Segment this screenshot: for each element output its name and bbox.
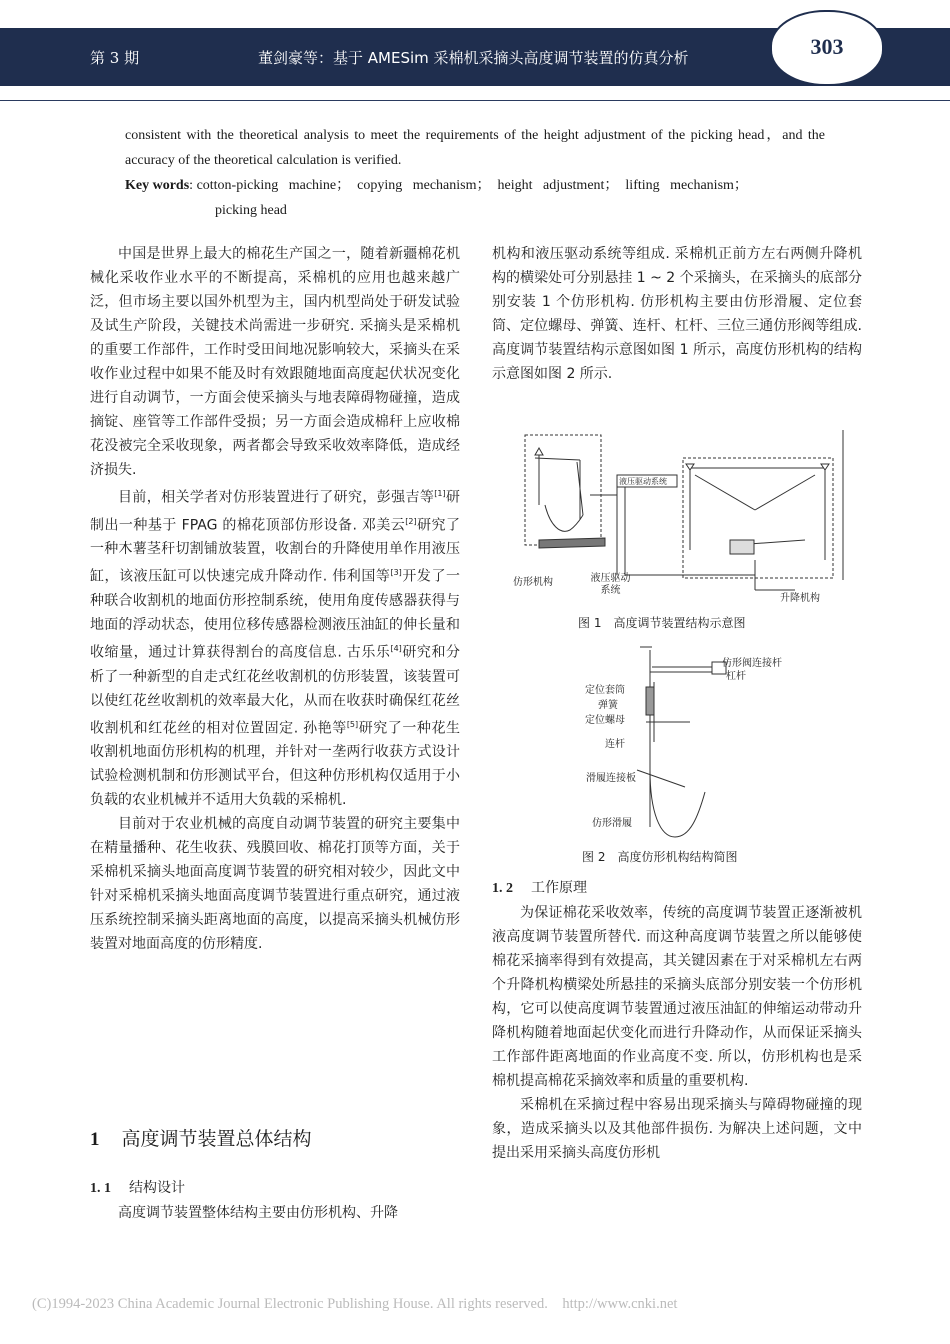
figure-1-diagram bbox=[505, 430, 850, 610]
fig1-profiling-box bbox=[525, 435, 601, 545]
page-number: 303 bbox=[810, 34, 844, 59]
p2-text-e: 研究和分析了一种新型的自走式红花丝收割机的仿形装置，该装置可以使红花丝收割机的效率最大化，从而在收获时确保红花丝收割机和红花丝的相对位置固定. 孙艳等 bbox=[90, 644, 460, 737]
p2-text-f: 研究了一种花生收割机地面仿形机构的机理，并针对一垄两行收获方式设计试验检测机制和仿形测试平台，但这种仿形机构仅适用于小负载的农业机械并不适用大负载的采棉机. bbox=[90, 720, 461, 809]
right-column-bottom bbox=[492, 876, 862, 1165]
figure-1 bbox=[505, 430, 850, 610]
structure-paragraph-cont: 机构和液压驱动系统等组成. 采棉机正前方左右两侧升降机构的横梁处可分别悬挂 1 ~ 2 个采摘头，在采摘头的底部分别安装 1 个仿形机构. 仿形机构主要由仿形滑履、定位套筒、定位螺母、弹簧、连杆、杠杆、三位三通仿形阀等组成. 高度调节装置结构示意图如图 1 所示，高度仿形机构的结构示意图如图 2 所示. bbox=[492, 246, 862, 382]
left-column bbox=[90, 242, 460, 956]
intro-paragraph-3: 目前对于农业机械的高度自动调节装置的研究主要集中在精量播种、花生收获、残膜回收、棉花打顶等方面，关于采棉机采摘头地面高度调节装置的研究相对较少，因此文中针对采棉机采摘头地面高度调节装置进行重点研究，通过液压系统控制采摘头距离地面的高度，以提高采摘头机械仿形装置对地面高度的仿形精度. bbox=[90, 816, 460, 953]
p2-text-a: 目前，相关学者对仿形装置进行了研究，彭强吉等 bbox=[118, 489, 435, 506]
keywords-line2: picking head bbox=[215, 203, 287, 218]
figure-2 bbox=[580, 642, 830, 842]
fig1-label-hydraulic-box: 液压驱动系统 bbox=[619, 477, 667, 486]
subsection-heading-1-1 bbox=[90, 1176, 460, 1201]
keywords: Key words: cotton-picking machine； copying mechanism； height adjustment； lifting mechanism； picking head bbox=[125, 173, 825, 223]
keywords-line1: cotton-picking machine； copying mechanism； height adjustment； lifting mechanism； bbox=[196, 178, 748, 193]
subsection-title: 工作原理 bbox=[531, 880, 587, 896]
fig1-label-profiling: 仿形机构 bbox=[513, 577, 553, 588]
fig2-label-nut: 定位螺母 bbox=[585, 715, 625, 726]
section-title: 高度调节装置总体结构 bbox=[121, 1128, 312, 1150]
issue-number: 第 3 期 bbox=[90, 49, 140, 67]
section-number: 1 bbox=[90, 1129, 100, 1150]
fig1-lifting-box bbox=[683, 458, 833, 578]
p2-text-b: 研制出一种基于 FPAG 的棉花顶部仿形设备. 邓美云 bbox=[90, 489, 461, 534]
figure-2-caption: 图 2 高度仿形机构结构简图 bbox=[582, 850, 738, 864]
running-title: 董剑豪等：基于 AMESim 采棉机采摘头高度调节装置的仿真分析 bbox=[258, 49, 689, 67]
figure-1-caption: 图 1 高度调节装置结构示意图 bbox=[578, 616, 746, 630]
subsection-title: 结构设计 bbox=[129, 1180, 185, 1196]
abstract-en-text: consistent with the theoretical analysis to meet the requirements of the height adjustment of the picking head，and the accuracy of the theoretical calculation is verified. bbox=[125, 128, 825, 168]
principle-paragraph-2: 采棉机在采摘过程中容易出现采摘头与障碍物碰撞的现象，造成采摘头以及其他部件损伤. 为解决上述问题，文中提出采用采摘头高度仿形机 bbox=[492, 1097, 862, 1161]
keywords-label: Key words bbox=[125, 178, 190, 193]
fig2-label-shoe: 仿形滑履 bbox=[592, 818, 632, 829]
fig2-label-lever: 杠杆 bbox=[726, 671, 746, 682]
subsection-heading-1-2 bbox=[492, 876, 862, 901]
p2-text-c: 研究了一种木薯茎秆切割铺放装置，收割台的升降使用单作用液压缸，该液压缸可以快速完成升降动作. 伟利国等 bbox=[90, 517, 460, 585]
citation-1[interactable]: [1] bbox=[434, 489, 446, 498]
copyright-footer: (C)1994-2023 China Academic Journal Electronic Publishing House. All rights reserved. http://www.cnki.net bbox=[32, 1296, 678, 1312]
citation-5[interactable]: [5] bbox=[346, 719, 359, 729]
subsection-1-1 bbox=[90, 1176, 460, 1225]
section-heading-1 bbox=[90, 1124, 312, 1151]
page-number-badge bbox=[770, 10, 884, 86]
fig1-label-hydraulic: 液压驱动 系统 bbox=[590, 573, 631, 596]
fig2-label-valve-rod: 仿形阀连接杆 bbox=[722, 658, 782, 669]
subsection-number: 1. 1 bbox=[90, 1181, 111, 1196]
intro-paragraph-2 bbox=[90, 482, 460, 812]
p2-text-d: 开发了一种联合收割机的地面仿形控制系统，使用角度传感器获得与地面的浮动状态，使用位移传感器检测液压油缸的伸长量和收缩量，通过计算获得割台的高度信息. 古乐乐 bbox=[90, 568, 460, 661]
citation-3[interactable]: [3] bbox=[390, 568, 402, 578]
intro-paragraph-1: 中国是世界上最大的棉花生产国之一，随着新疆棉花机械化采收作业水平的不断提高，采棉机的应用也越来越广泛，但市场主要以国外机型为主，国内机型尚处于研发试验及试生产阶段，关键技术尚需进一步研究. 采摘头是采棉机的重要工作部件，工作时受田间地况影响较大，采摘头在采收作业过程中如果不能及时有效跟随地面高度起伏状况变化进行自动调节，一方面会使采摘头与地表障碍物碰撞，造成摘锭、座管等工作部件受损；另一方面会造成棉秆上应收棉花没被完全采收现象，两者都会导致采收效率降低，造成经济损失. bbox=[90, 246, 460, 478]
fig1-label-lifting: 升降机构 bbox=[780, 593, 820, 604]
fig2-label-plate: 滑履连接板 bbox=[586, 773, 636, 784]
fig2-label-spring: 弹簧 bbox=[598, 700, 618, 711]
citation-4[interactable]: [4] bbox=[390, 643, 402, 653]
principle-paragraph-1: 为保证棉花采收效率，传统的高度调节装置正逐渐被机液高度调节装置所替代. 而这种高度调节装置之所以能够使棉花采摘率得到有效提高，其关键因素在于对采棉机左右两个升降机构横梁处所悬挂的采摘头底部分别安装一个仿形机构，它可以使高度调节装置通过液压油缸的伸缩运动带动升降机构随着地面起伏变化而进行升降动作，从而保证采摘头工作部件距离地面的作业高度不变. 所以，仿形机构也是采棉机提高棉花采摘效率和质量的重要机构. bbox=[492, 905, 862, 1089]
page-header bbox=[0, 0, 950, 100]
subsection-number: 1. 2 bbox=[492, 881, 513, 896]
citation-2[interactable]: [2] bbox=[405, 516, 417, 526]
fig2-label-sleeve: 定位套筒 bbox=[585, 685, 625, 696]
structure-paragraph: 高度调节装置整体结构主要由仿形机构、升降 bbox=[118, 1205, 398, 1221]
header-rule bbox=[0, 86, 950, 101]
right-column-top bbox=[492, 242, 862, 386]
fig2-label-link: 连杆 bbox=[605, 739, 625, 750]
